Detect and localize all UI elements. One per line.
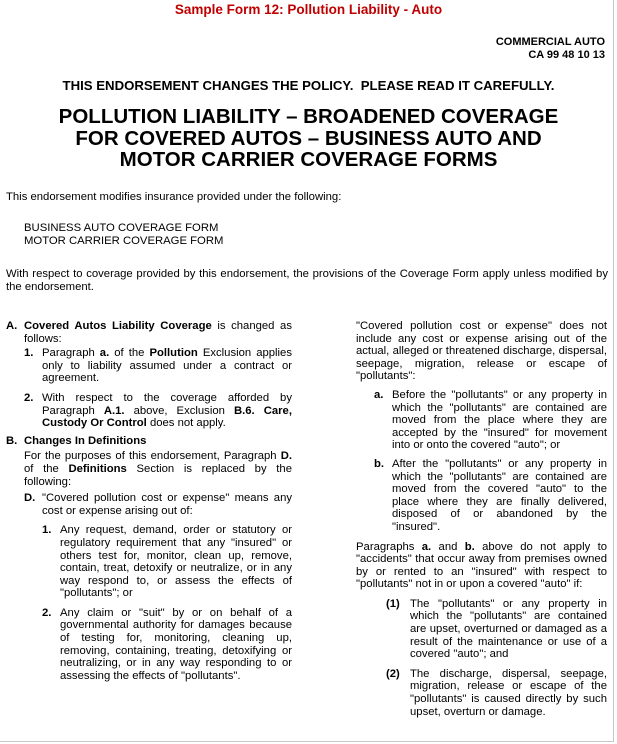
form-number: CA 99 48 10 13 (528, 49, 605, 61)
title-line-3: MOTOR CARRIER COVERAGE FORMS (119, 148, 498, 171)
section-b-paragraph: For the purposes of this endorsement, Paragraph D. of the Definitions Section is replaced by the following: (24, 450, 292, 488)
section-a-item-2: 2. With respect to the coverage afforded by Paragraph A.1. above, Exclusion B.6. Care, Custody Or Control does not apply. (24, 391, 292, 430)
affected-forms-list (24, 222, 223, 247)
exception-paragraph: Paragraphs a. and b. above do not apply to "accidents" that occur away from premises owned by or rented to an "insured" with respect to "pollutants" not in or upon a covered "auto" if: (356, 540, 607, 591)
exclusion-item-b: b. After the "pollutants" or any property in which the "pollutants" are contained are moved from the covered "auto" to the place where they are finally delivered, disposed of or abandoned by the "insured". (374, 457, 607, 533)
exception-item-2: (2) The discharge, dispersal, seepage, migration, release or escape of the "pollutants" is caused directly by such upset, overturn or damage. (386, 667, 607, 718)
section-b-label: B. (6, 434, 18, 447)
left-column (6, 320, 292, 682)
section-a (6, 320, 292, 345)
exclusion-paragraph: "Covered pollution cost or expense" does not include any cost or expense arising out of the actual, alleged or threatened discharge, dispersal, seepage, migration, release or escape of "pollutants": (356, 320, 607, 383)
definition-d-item-1: 1. Any request, demand, order or statutory or regulatory requirement that any "insured" or others test for, monitor, clean up, remove, contain, treat, detoxify or neutralize, or in any way respond to, or assess the effects of "pollutants"; or (42, 524, 292, 600)
intro-text: This endorsement modifies insurance provided under the following: (6, 191, 342, 203)
section-a-text: Covered Autos Liability Coverage is changed as follows: (24, 320, 292, 345)
definition-d-item-2: 2. Any claim or "suit" by or on behalf of a governmental authority for damages because of testing for, monitoring, cleaning up, removing, containing, treating, detoxifying or neutralizing, or in any way responding to or assessing the effects of "pollutants". (42, 606, 292, 682)
affected-form-item: MOTOR CARRIER COVERAGE FORM (24, 234, 224, 247)
title-line-1: POLLUTION LIABILITY – BROADENED COVERAGE (58, 105, 559, 128)
endorsement-title (0, 106, 617, 171)
definition-d: D. "Covered pollution cost or expense" means any cost or expense arising out of: (24, 492, 292, 517)
policy-change-notice: THIS ENDORSEMENT CHANGES THE POLICY. PLEASE READ IT CAREFULLY. (62, 78, 555, 93)
right-column (356, 320, 607, 718)
affected-form-item: BUSINESS AUTO COVERAGE FORM (24, 222, 219, 234)
section-a-heading: Covered Autos Liability Coverage (24, 320, 212, 332)
section-b (6, 435, 292, 488)
exclusion-item-a: a. Before the "pollutants" or any property in which the "pollutants" are contained are moved from the place where they are accepted by the "insured" for movement into or onto the covered "auto"; or (374, 388, 607, 452)
section-a-item-1: 1. Paragraph a. of the Pollution Exclusion applies only to liability assumed under a contract or agreement. (24, 347, 292, 385)
coverage-provision-text: With respect to coverage provided by this endorsement, the provisions of the Coverage Form apply unless modified by the endorsement. (6, 268, 608, 293)
sample-form-title: Sample Form 12: Pollution Liability - Auto (174, 2, 443, 17)
title-line-2: FOR COVERED AUTOS – BUSINESS AUTO AND (75, 126, 542, 150)
exception-item-1: (1) The "pollutants" or any property in which the "pollutants" are contained are upset, overturned or damaged as a result of the maintenance or use of a covered "auto"; and (386, 597, 607, 661)
section-b-heading: Changes In Definitions (24, 434, 147, 447)
form-identifier (496, 36, 605, 62)
form-line-of-business: COMMERCIAL AUTO (495, 36, 605, 48)
section-a-label: A. (6, 320, 18, 332)
